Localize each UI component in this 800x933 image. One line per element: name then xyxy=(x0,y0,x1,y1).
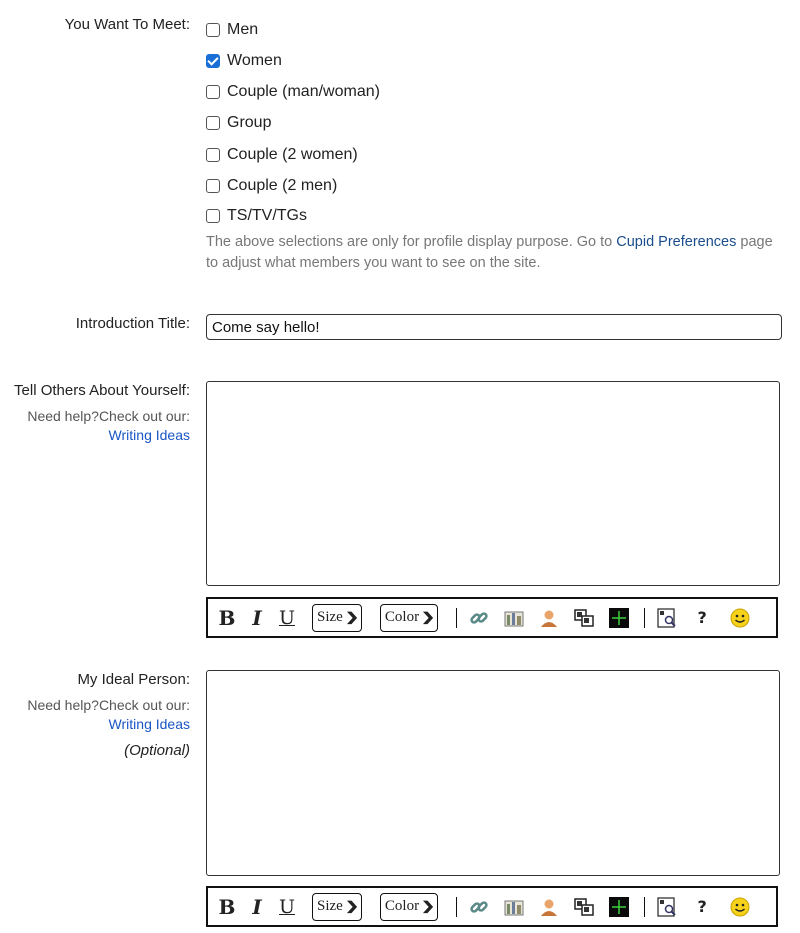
help-text: Need help?Check out our: xyxy=(27,408,190,424)
cupid-preferences-link[interactable]: Cupid Preferences xyxy=(616,234,737,250)
size-select[interactable] xyxy=(312,893,362,921)
image-icon[interactable] xyxy=(504,897,524,917)
option-women[interactable] xyxy=(206,50,282,72)
toolbar-divider xyxy=(456,897,457,917)
writing-ideas-link[interactable]: Writing Ideas xyxy=(108,716,190,732)
chevron-down-icon: ❯ xyxy=(344,610,359,624)
checkbox-couple-2-women[interactable] xyxy=(206,148,220,162)
option-couple-2-men[interactable] xyxy=(206,175,337,197)
about-label: Tell Others About Yourself: xyxy=(14,382,190,399)
chevron-down-icon: ❯ xyxy=(344,899,359,913)
option-couple-man-woman[interactable] xyxy=(206,81,380,103)
size-select[interactable] xyxy=(312,604,362,632)
writing-ideas-link[interactable]: Writing Ideas xyxy=(108,427,190,443)
checkbox-women[interactable] xyxy=(206,54,220,68)
intro-title-input[interactable] xyxy=(206,314,782,340)
option-label: Men xyxy=(227,21,259,38)
option-label: Couple (2 men) xyxy=(227,177,338,194)
toolbar-divider xyxy=(644,608,645,628)
checkbox-men[interactable] xyxy=(206,23,220,37)
underline-button[interactable]: U xyxy=(278,895,295,918)
underline-button[interactable]: U xyxy=(278,606,295,629)
image-icon[interactable] xyxy=(504,608,524,628)
color-grid-icon[interactable] xyxy=(609,897,629,917)
color-select[interactable] xyxy=(380,604,438,632)
size-select-label: Size xyxy=(317,609,343,625)
checkbox-group[interactable] xyxy=(206,116,220,130)
ideal-label: My Ideal Person: xyxy=(77,671,190,688)
meet-label: You Want To Meet: xyxy=(64,16,190,33)
toolbar-divider xyxy=(456,608,457,628)
option-group[interactable] xyxy=(206,112,271,134)
intro-title-label: Introduction Title: xyxy=(75,315,190,332)
editor-toolbar xyxy=(206,886,778,927)
option-label: Women xyxy=(227,52,282,69)
italic-button[interactable]: I xyxy=(252,605,262,630)
person-icon[interactable] xyxy=(539,608,559,628)
bold-button[interactable]: B xyxy=(218,605,236,630)
option-label: TS/TV/TGs xyxy=(227,207,307,224)
color-select-label: Color xyxy=(384,609,420,625)
toolbar-divider xyxy=(644,897,645,917)
chevron-down-icon: ❯ xyxy=(421,899,436,913)
about-textarea[interactable] xyxy=(206,381,780,586)
option-label: Group xyxy=(227,114,272,131)
option-couple-2-women[interactable] xyxy=(206,144,358,166)
italic-button[interactable]: I xyxy=(252,894,262,919)
copy-icon[interactable] xyxy=(574,897,594,917)
option-men[interactable] xyxy=(206,19,258,41)
link-icon[interactable] xyxy=(469,608,489,628)
note-text: The above selections are only for profile display purpose. Go to xyxy=(206,234,613,250)
smiley-icon[interactable] xyxy=(730,608,750,628)
option-label: Couple (man/woman) xyxy=(227,83,380,100)
bold-button[interactable]: B xyxy=(218,894,236,919)
option-label: Couple (2 women) xyxy=(227,146,358,163)
optional-label: (Optional) xyxy=(124,742,190,759)
about-help xyxy=(27,407,190,445)
ideal-help xyxy=(27,696,190,734)
preview-icon[interactable] xyxy=(657,897,677,917)
help-icon-label: ? xyxy=(697,608,707,627)
help-icon[interactable] xyxy=(692,894,712,920)
preferences-note xyxy=(206,232,786,274)
size-select-label: Size xyxy=(317,898,343,914)
chevron-down-icon: ❯ xyxy=(421,610,436,624)
preview-icon[interactable] xyxy=(657,608,677,628)
ideal-textarea[interactable] xyxy=(206,670,780,876)
link-icon[interactable] xyxy=(469,897,489,917)
checkbox-couple-man-woman[interactable] xyxy=(206,85,220,99)
color-select-label: Color xyxy=(384,898,420,914)
note-text-after: page to adjust what members you want to see on the site. xyxy=(206,234,773,271)
checkbox-ts-tv-tgs[interactable] xyxy=(206,209,220,223)
copy-icon[interactable] xyxy=(574,608,594,628)
checkbox-couple-2-men[interactable] xyxy=(206,179,220,193)
help-icon[interactable] xyxy=(692,605,712,631)
editor-toolbar xyxy=(206,597,778,638)
help-text: Need help?Check out our: xyxy=(27,697,190,713)
person-icon[interactable] xyxy=(539,897,559,917)
smiley-icon[interactable] xyxy=(730,897,750,917)
help-icon-label: ? xyxy=(697,897,707,916)
option-ts-tv-tgs[interactable] xyxy=(206,205,307,227)
color-grid-icon[interactable] xyxy=(609,608,629,628)
color-select[interactable] xyxy=(380,893,438,921)
